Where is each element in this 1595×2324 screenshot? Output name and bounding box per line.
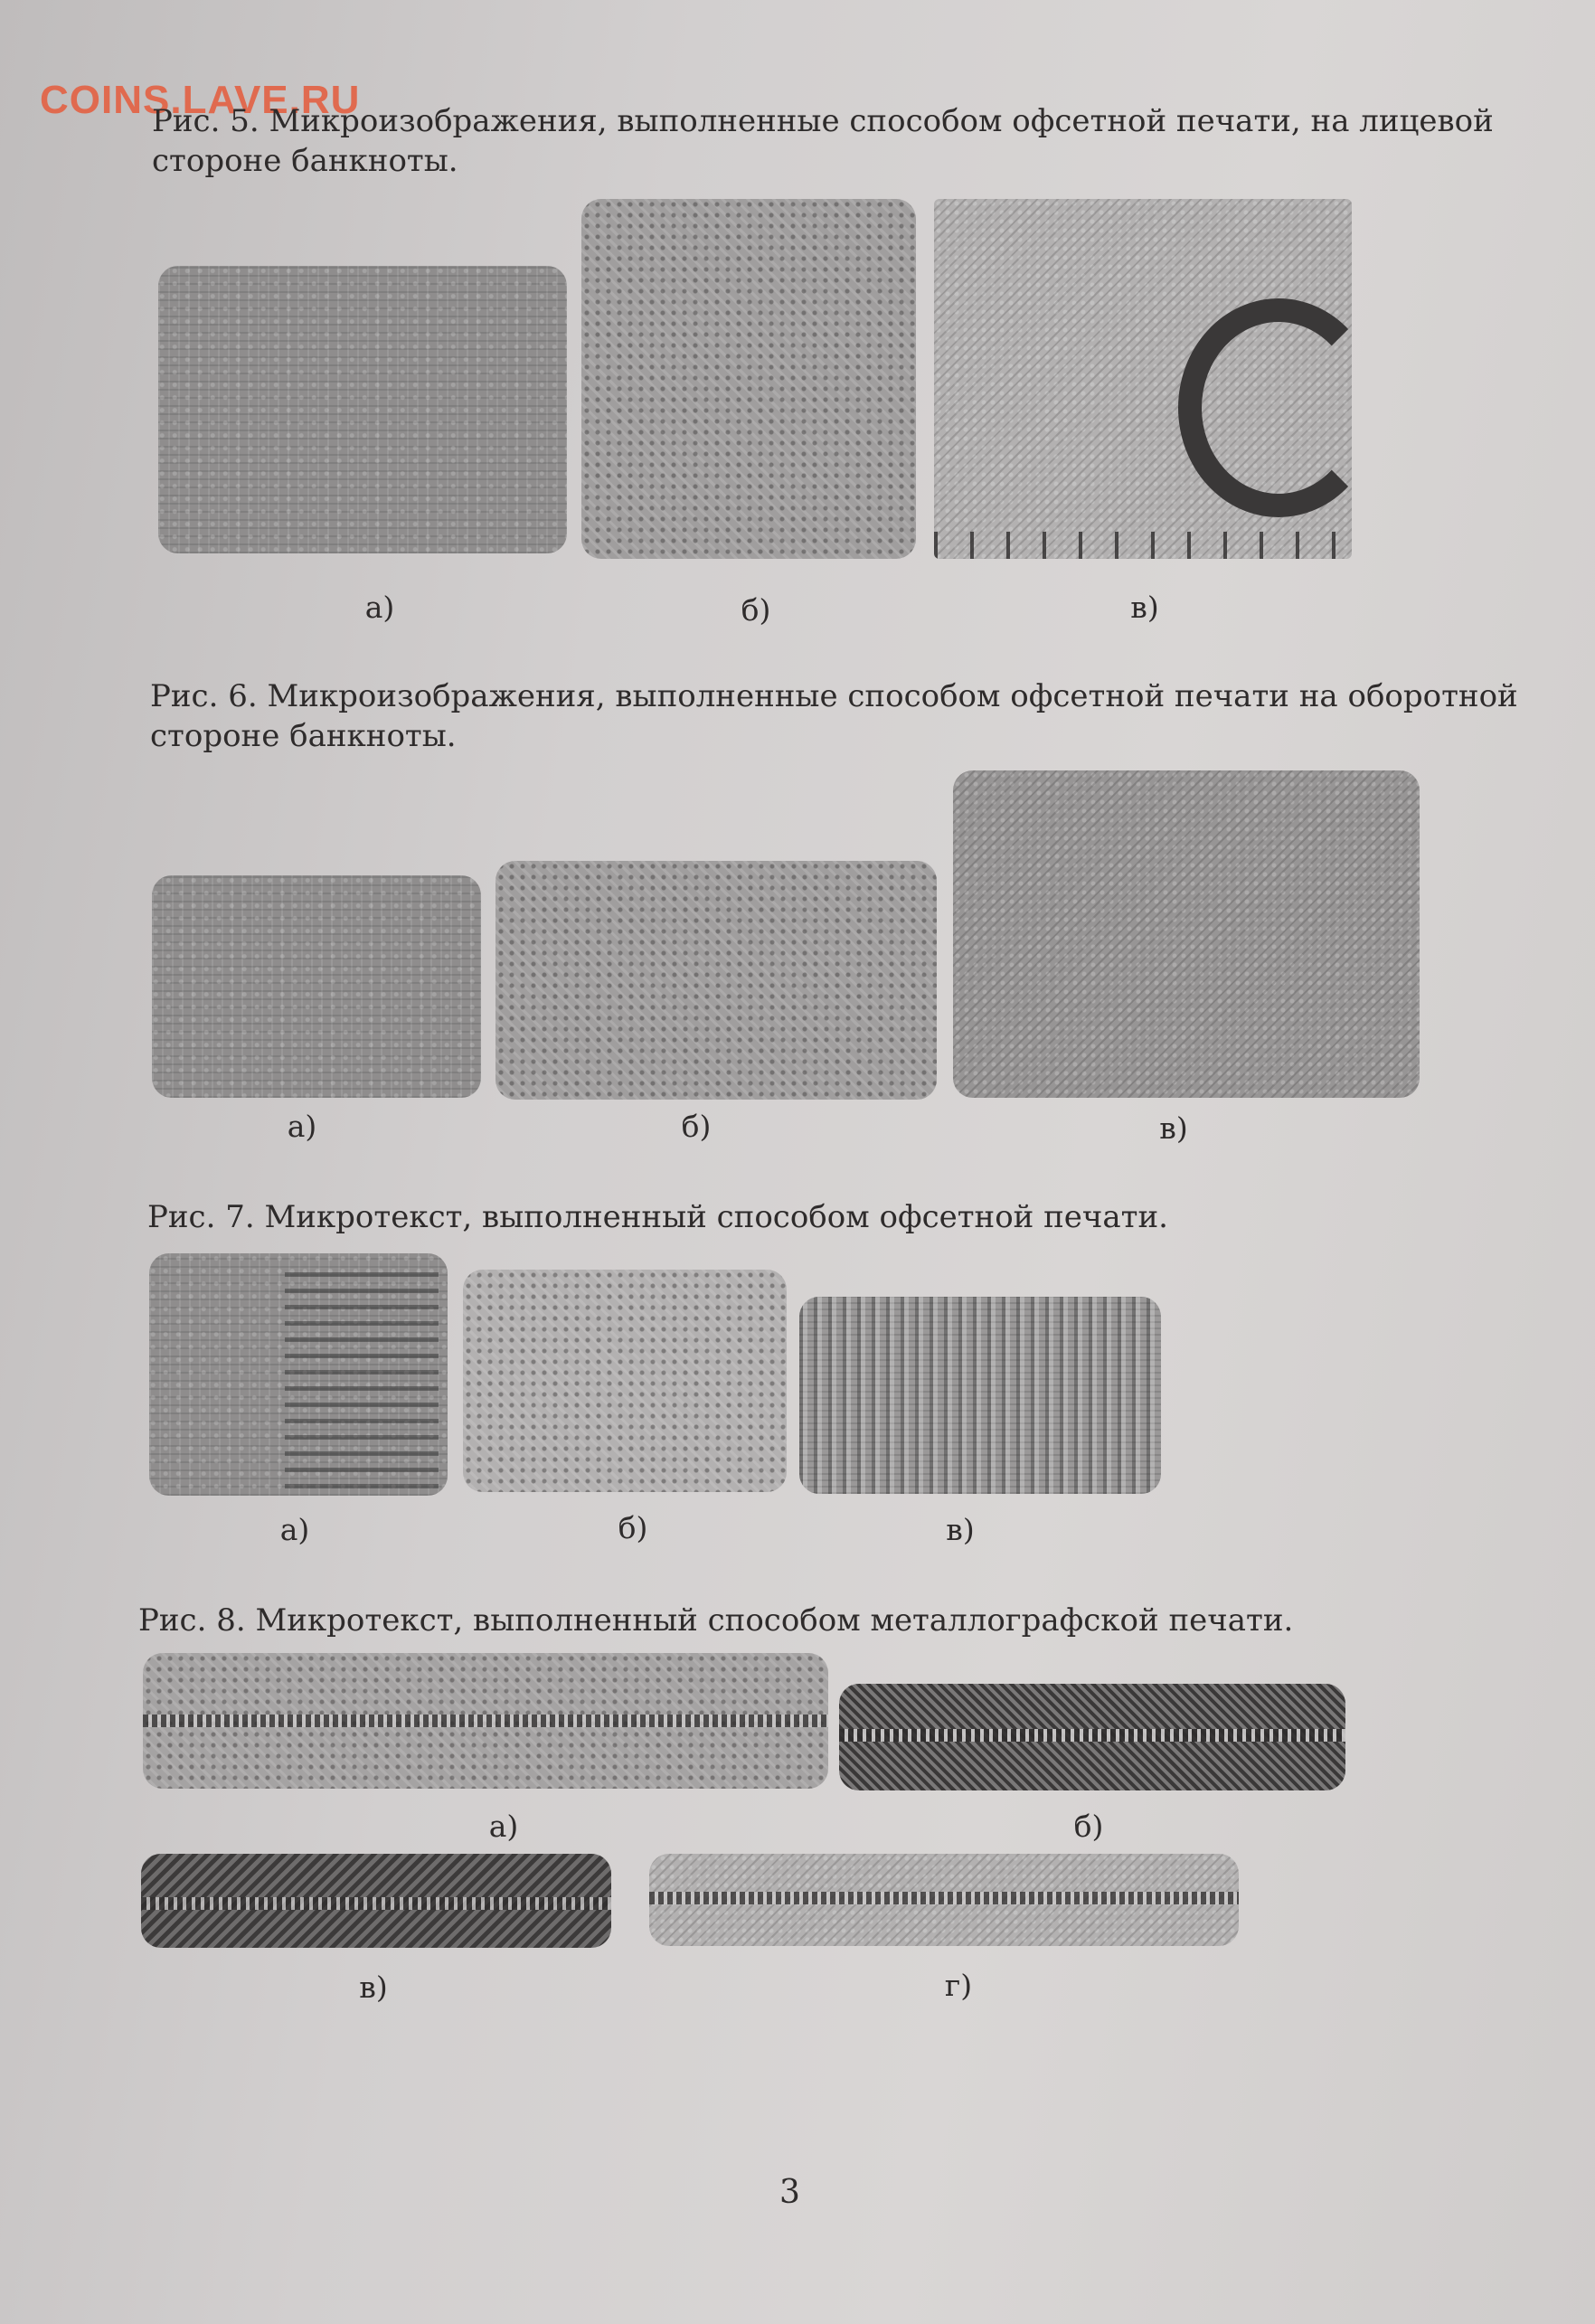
fig8-image-b-microtext (839, 1729, 1345, 1742)
fig5-label-c: в) (1130, 590, 1159, 625)
fig5-image-b (581, 199, 916, 559)
watermark: COINS.LAVE.RU (40, 78, 361, 122)
fig7-label-b: б) (618, 1510, 648, 1545)
fig8-label-c: в) (359, 1970, 388, 2005)
fig6-image-b (495, 861, 937, 1100)
fig8-image-c (141, 1854, 611, 1948)
fig7-image-a-microtext (285, 1262, 439, 1488)
fig5-image-c (934, 199, 1352, 559)
fig7-label-c: в) (946, 1512, 975, 1547)
fig6-caption-line2: стороне банкноты. (150, 718, 457, 754)
fig7-image-b (463, 1270, 787, 1492)
fig8-image-c-microtext (141, 1897, 611, 1910)
fig5-label-a: а) (364, 590, 395, 625)
fig6-label-b: б) (681, 1109, 712, 1144)
fig8-image-b (839, 1684, 1345, 1790)
fig6-caption-line1: Рис. 6. Микроизображения, выполненные способом офсетной печати на оборотной (150, 678, 1518, 714)
fig5-caption-line1: Рис. 5. Микроизображения, выполненные способом офсетной печати, на лицевой (152, 103, 1494, 139)
fig7-image-a (149, 1253, 448, 1496)
fig7-label-a: а) (279, 1512, 310, 1547)
fig6-label-c: в) (1159, 1110, 1188, 1146)
fig6-label-a: а) (287, 1109, 317, 1144)
fig5-caption-line2: стороне банкноты. (152, 143, 458, 179)
fig5-image-a (158, 266, 567, 553)
fig6-image-c (953, 770, 1420, 1098)
fig6-image-a (152, 875, 481, 1098)
fig8-image-d-microtext (649, 1892, 1239, 1904)
fig8-label-b: б) (1073, 1809, 1104, 1844)
fig5-image-c-letter (1178, 298, 1352, 517)
fig7-caption: Рис. 7. Микротекст, выполненный способом офсетной печати. (147, 1199, 1168, 1235)
fig8-label-d: г) (944, 1968, 973, 2003)
fig5-image-c-text-strip (934, 532, 1352, 559)
fig6-caption (150, 676, 1518, 756)
fig8-image-d (649, 1854, 1239, 1946)
fig8-image-a (143, 1653, 828, 1789)
fig5-caption (152, 101, 1494, 181)
fig8-caption: Рис. 8. Микротекст, выполненный способом металлографской печати. (138, 1602, 1294, 1639)
fig5-label-b: б) (741, 592, 771, 628)
page-number: 3 (779, 2174, 800, 2211)
fig8-label-a: а) (488, 1809, 519, 1844)
fig7-image-c (799, 1297, 1161, 1494)
fig8-image-a-microtext (143, 1715, 828, 1727)
